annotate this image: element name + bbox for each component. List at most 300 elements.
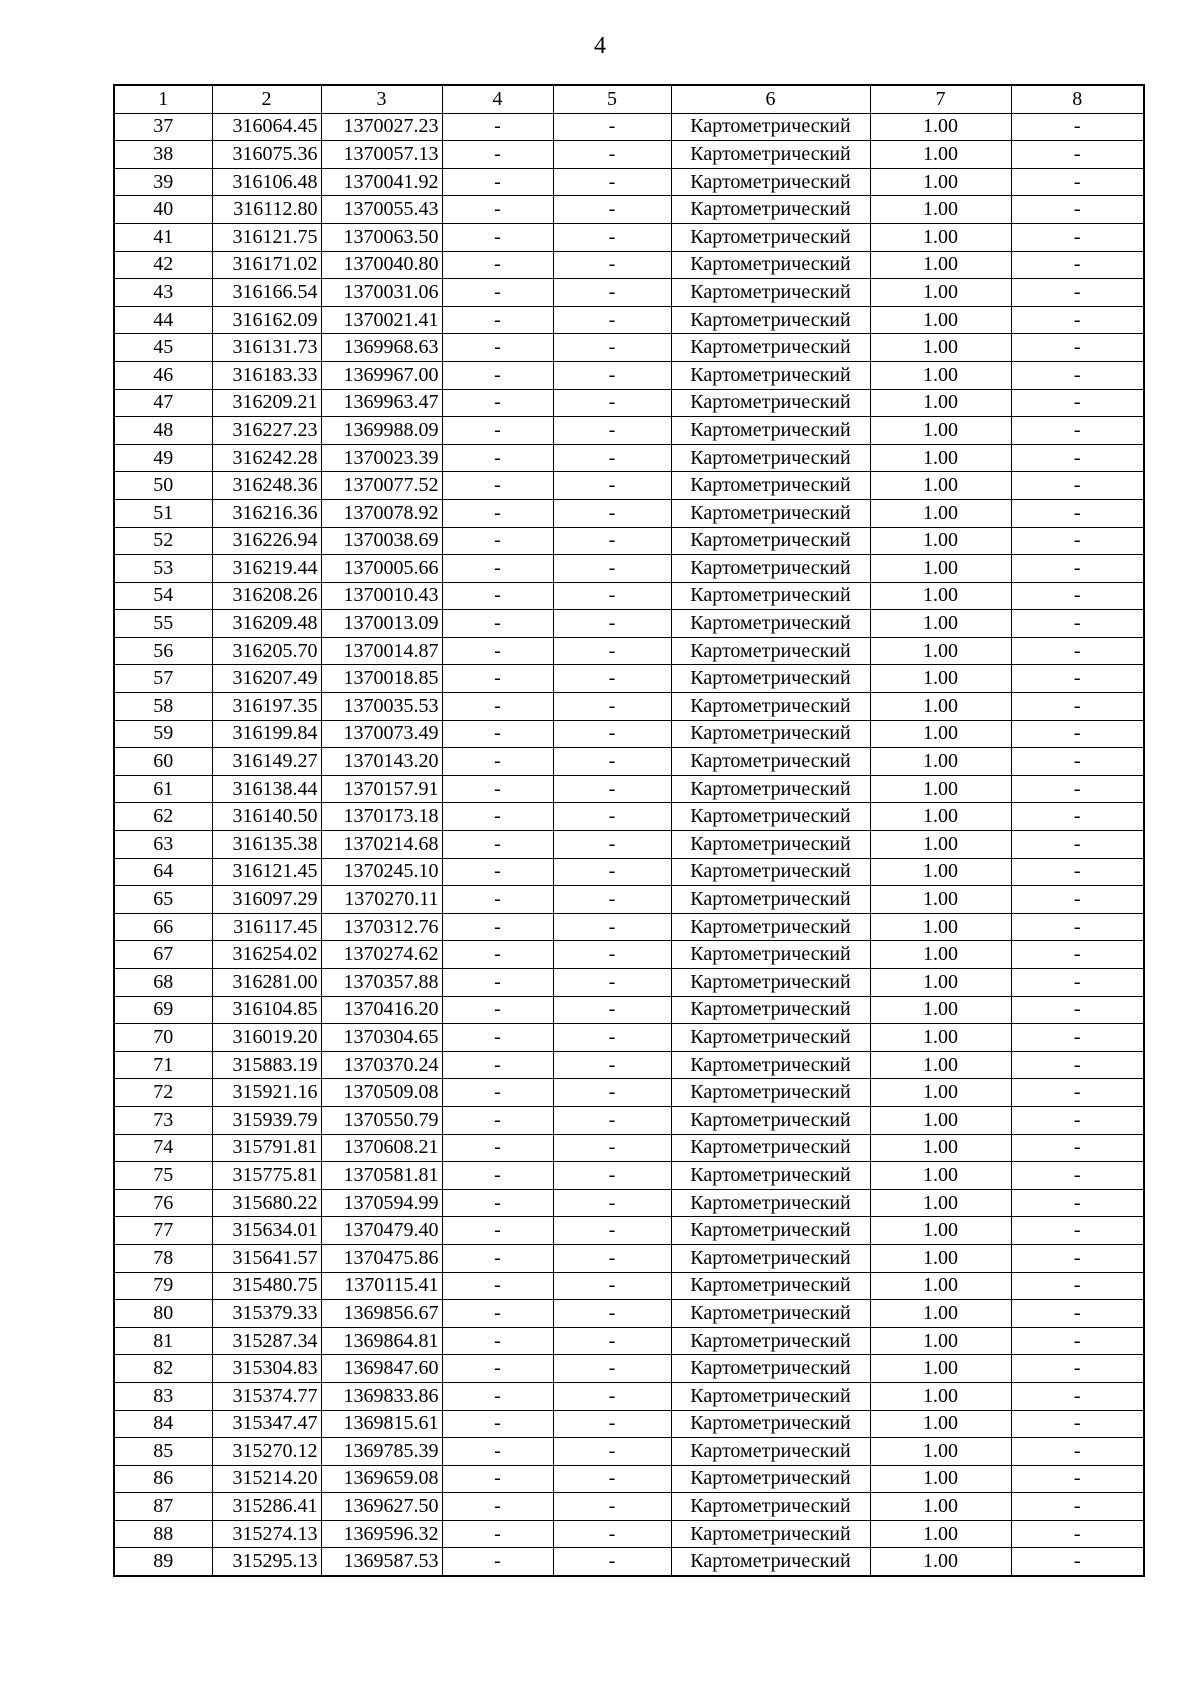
- accuracy-cell: 1.00: [870, 1272, 1011, 1300]
- accuracy-cell: 1.00: [870, 1438, 1011, 1466]
- point-number-cell: 60: [114, 748, 212, 776]
- col5-cell: -: [553, 499, 671, 527]
- col4-cell: -: [442, 1217, 553, 1245]
- col8-cell: -: [1011, 1024, 1144, 1052]
- method-cell: Картометрический: [671, 472, 870, 500]
- x-coordinate-cell: 316064.45: [212, 113, 321, 141]
- x-coordinate-cell: 316216.36: [212, 499, 321, 527]
- method-cell: Картометрический: [671, 1520, 870, 1548]
- table-row: [114, 831, 1144, 859]
- point-number-cell: 70: [114, 1024, 212, 1052]
- y-coordinate-cell: 1369856.67: [321, 1300, 442, 1328]
- x-coordinate-cell: 316131.73: [212, 334, 321, 362]
- table-body: [114, 113, 1144, 1576]
- table-row: [114, 1300, 1144, 1328]
- y-coordinate-cell: 1369968.63: [321, 334, 442, 362]
- col4-cell: -: [442, 996, 553, 1024]
- point-number-cell: 63: [114, 831, 212, 859]
- y-coordinate-cell: 1370073.49: [321, 720, 442, 748]
- method-cell: Картометрический: [671, 1189, 870, 1217]
- col5-cell: -: [553, 168, 671, 196]
- y-coordinate-cell: 1370041.92: [321, 168, 442, 196]
- method-cell: Картометрический: [671, 941, 870, 969]
- method-cell: Картометрический: [671, 748, 870, 776]
- col4-cell: -: [442, 417, 553, 445]
- point-number-cell: 85: [114, 1438, 212, 1466]
- point-number-cell: 73: [114, 1106, 212, 1134]
- accuracy-cell: 1.00: [870, 1024, 1011, 1052]
- col5-cell: -: [553, 1162, 671, 1190]
- method-cell: Картометрический: [671, 1410, 870, 1438]
- col4-cell: -: [442, 969, 553, 997]
- y-coordinate-cell: 1369864.81: [321, 1327, 442, 1355]
- point-number-cell: 72: [114, 1079, 212, 1107]
- x-coordinate-cell: 316019.20: [212, 1024, 321, 1052]
- col4-cell: -: [442, 1355, 553, 1383]
- col8-cell: -: [1011, 858, 1144, 886]
- col4-cell: -: [442, 1438, 553, 1466]
- table-row: [114, 1217, 1144, 1245]
- col5-cell: -: [553, 637, 671, 665]
- col8-cell: -: [1011, 141, 1144, 169]
- col8-cell: -: [1011, 499, 1144, 527]
- col5-cell: -: [553, 472, 671, 500]
- x-coordinate-cell: 316106.48: [212, 168, 321, 196]
- table-row: [114, 1355, 1144, 1383]
- x-coordinate-cell: 315214.20: [212, 1465, 321, 1493]
- y-coordinate-cell: 1370023.39: [321, 444, 442, 472]
- table-row: [114, 1520, 1144, 1548]
- accuracy-cell: 1.00: [870, 113, 1011, 141]
- table-row: [114, 555, 1144, 583]
- col4-cell: -: [442, 886, 553, 914]
- method-cell: Картометрический: [671, 637, 870, 665]
- col4-cell: -: [442, 1520, 553, 1548]
- method-cell: Картометрический: [671, 1106, 870, 1134]
- table-row: [114, 196, 1144, 224]
- y-coordinate-cell: 1370063.50: [321, 223, 442, 251]
- col8-cell: -: [1011, 1051, 1144, 1079]
- x-coordinate-cell: 315883.19: [212, 1051, 321, 1079]
- method-cell: Картометрический: [671, 334, 870, 362]
- col8-cell: -: [1011, 1189, 1144, 1217]
- point-number-cell: 62: [114, 803, 212, 831]
- method-cell: Картометрический: [671, 1327, 870, 1355]
- table-row: [114, 113, 1144, 141]
- column-header: 1: [114, 85, 212, 113]
- method-cell: Картометрический: [671, 361, 870, 389]
- point-number-cell: 88: [114, 1520, 212, 1548]
- col5-cell: -: [553, 113, 671, 141]
- col5-cell: -: [553, 1327, 671, 1355]
- x-coordinate-cell: 316162.09: [212, 306, 321, 334]
- y-coordinate-cell: 1370010.43: [321, 582, 442, 610]
- y-coordinate-cell: 1369847.60: [321, 1355, 442, 1383]
- x-coordinate-cell: 316135.38: [212, 831, 321, 859]
- col5-cell: -: [553, 251, 671, 279]
- method-cell: Картометрический: [671, 499, 870, 527]
- col8-cell: -: [1011, 1300, 1144, 1328]
- point-number-cell: 43: [114, 279, 212, 307]
- point-number-cell: 77: [114, 1217, 212, 1245]
- col5-cell: -: [553, 996, 671, 1024]
- point-number-cell: 45: [114, 334, 212, 362]
- col8-cell: -: [1011, 527, 1144, 555]
- col4-cell: -: [442, 1300, 553, 1328]
- col4-cell: -: [442, 831, 553, 859]
- col8-cell: -: [1011, 610, 1144, 638]
- y-coordinate-cell: 1369627.50: [321, 1493, 442, 1521]
- table-row: [114, 1493, 1144, 1521]
- accuracy-cell: 1.00: [870, 582, 1011, 610]
- x-coordinate-cell: 316242.28: [212, 444, 321, 472]
- y-coordinate-cell: 1370031.06: [321, 279, 442, 307]
- point-number-cell: 61: [114, 775, 212, 803]
- point-number-cell: 76: [114, 1189, 212, 1217]
- col8-cell: -: [1011, 472, 1144, 500]
- accuracy-cell: 1.00: [870, 1520, 1011, 1548]
- col4-cell: -: [442, 748, 553, 776]
- column-header: 4: [442, 85, 553, 113]
- method-cell: Картометрический: [671, 1465, 870, 1493]
- col5-cell: -: [553, 389, 671, 417]
- accuracy-cell: 1.00: [870, 1106, 1011, 1134]
- table-row: [114, 417, 1144, 445]
- y-coordinate-cell: 1370055.43: [321, 196, 442, 224]
- x-coordinate-cell: 315634.01: [212, 1217, 321, 1245]
- accuracy-cell: 1.00: [870, 361, 1011, 389]
- col5-cell: -: [553, 1134, 671, 1162]
- y-coordinate-cell: 1370027.23: [321, 113, 442, 141]
- x-coordinate-cell: 316097.29: [212, 886, 321, 914]
- y-coordinate-cell: 1370040.80: [321, 251, 442, 279]
- accuracy-cell: 1.00: [870, 527, 1011, 555]
- col8-cell: -: [1011, 996, 1144, 1024]
- method-cell: Картометрический: [671, 141, 870, 169]
- x-coordinate-cell: 315775.81: [212, 1162, 321, 1190]
- column-header: 2: [212, 85, 321, 113]
- table-header-row: [114, 85, 1144, 113]
- point-number-cell: 84: [114, 1410, 212, 1438]
- col8-cell: -: [1011, 969, 1144, 997]
- x-coordinate-cell: 316227.23: [212, 417, 321, 445]
- method-cell: Картометрический: [671, 913, 870, 941]
- accuracy-cell: 1.00: [870, 803, 1011, 831]
- point-number-cell: 87: [114, 1493, 212, 1521]
- x-coordinate-cell: 315939.79: [212, 1106, 321, 1134]
- col4-cell: -: [442, 693, 553, 721]
- col4-cell: -: [442, 941, 553, 969]
- accuracy-cell: 1.00: [870, 279, 1011, 307]
- accuracy-cell: 1.00: [870, 499, 1011, 527]
- accuracy-cell: 1.00: [870, 1189, 1011, 1217]
- accuracy-cell: 1.00: [870, 886, 1011, 914]
- accuracy-cell: 1.00: [870, 775, 1011, 803]
- col4-cell: -: [442, 1051, 553, 1079]
- x-coordinate-cell: 315286.41: [212, 1493, 321, 1521]
- accuracy-cell: 1.00: [870, 1548, 1011, 1576]
- y-coordinate-cell: 1369785.39: [321, 1438, 442, 1466]
- y-coordinate-cell: 1370312.76: [321, 913, 442, 941]
- accuracy-cell: 1.00: [870, 1382, 1011, 1410]
- table-row: [114, 720, 1144, 748]
- point-number-cell: 55: [114, 610, 212, 638]
- col5-cell: -: [553, 279, 671, 307]
- accuracy-cell: 1.00: [870, 1410, 1011, 1438]
- y-coordinate-cell: 1369967.00: [321, 361, 442, 389]
- col5-cell: -: [553, 693, 671, 721]
- x-coordinate-cell: 316183.33: [212, 361, 321, 389]
- col5-cell: -: [553, 1355, 671, 1383]
- col5-cell: -: [553, 1465, 671, 1493]
- col5-cell: -: [553, 444, 671, 472]
- y-coordinate-cell: 1370304.65: [321, 1024, 442, 1052]
- y-coordinate-cell: 1370270.11: [321, 886, 442, 914]
- accuracy-cell: 1.00: [870, 1217, 1011, 1245]
- table-row: [114, 1051, 1144, 1079]
- col4-cell: -: [442, 1327, 553, 1355]
- point-number-cell: 65: [114, 886, 212, 914]
- point-number-cell: 68: [114, 969, 212, 997]
- accuracy-cell: 1.00: [870, 996, 1011, 1024]
- col8-cell: -: [1011, 279, 1144, 307]
- table-row: [114, 279, 1144, 307]
- table-row: [114, 1079, 1144, 1107]
- col8-cell: -: [1011, 389, 1144, 417]
- y-coordinate-cell: 1370021.41: [321, 306, 442, 334]
- accuracy-cell: 1.00: [870, 334, 1011, 362]
- col8-cell: -: [1011, 251, 1144, 279]
- point-number-cell: 53: [114, 555, 212, 583]
- x-coordinate-cell: 315641.57: [212, 1244, 321, 1272]
- col5-cell: -: [553, 196, 671, 224]
- x-coordinate-cell: 316226.94: [212, 527, 321, 555]
- point-number-cell: 46: [114, 361, 212, 389]
- accuracy-cell: 1.00: [870, 913, 1011, 941]
- table-row: [114, 1106, 1144, 1134]
- col5-cell: -: [553, 1520, 671, 1548]
- col4-cell: -: [442, 1189, 553, 1217]
- method-cell: Картометрический: [671, 582, 870, 610]
- column-header: 3: [321, 85, 442, 113]
- col4-cell: -: [442, 1382, 553, 1410]
- x-coordinate-cell: 316149.27: [212, 748, 321, 776]
- accuracy-cell: 1.00: [870, 693, 1011, 721]
- point-number-cell: 74: [114, 1134, 212, 1162]
- col4-cell: -: [442, 1244, 553, 1272]
- point-number-cell: 81: [114, 1327, 212, 1355]
- accuracy-cell: 1.00: [870, 1493, 1011, 1521]
- accuracy-cell: 1.00: [870, 1327, 1011, 1355]
- point-number-cell: 40: [114, 196, 212, 224]
- point-number-cell: 67: [114, 941, 212, 969]
- y-coordinate-cell: 1370475.86: [321, 1244, 442, 1272]
- col8-cell: -: [1011, 1244, 1144, 1272]
- method-cell: Картометрический: [671, 858, 870, 886]
- col5-cell: -: [553, 1024, 671, 1052]
- accuracy-cell: 1.00: [870, 472, 1011, 500]
- col4-cell: -: [442, 610, 553, 638]
- col8-cell: -: [1011, 223, 1144, 251]
- col5-cell: -: [553, 1079, 671, 1107]
- y-coordinate-cell: 1370014.87: [321, 637, 442, 665]
- table-row: [114, 306, 1144, 334]
- y-coordinate-cell: 1370594.99: [321, 1189, 442, 1217]
- method-cell: Картометрический: [671, 1134, 870, 1162]
- method-cell: Картометрический: [671, 886, 870, 914]
- col8-cell: -: [1011, 1134, 1144, 1162]
- x-coordinate-cell: 316254.02: [212, 941, 321, 969]
- col5-cell: -: [553, 1438, 671, 1466]
- y-coordinate-cell: 1370245.10: [321, 858, 442, 886]
- col4-cell: -: [442, 913, 553, 941]
- col8-cell: -: [1011, 1355, 1144, 1383]
- accuracy-cell: 1.00: [870, 141, 1011, 169]
- point-number-cell: 47: [114, 389, 212, 417]
- y-coordinate-cell: 1370581.81: [321, 1162, 442, 1190]
- col4-cell: -: [442, 720, 553, 748]
- y-coordinate-cell: 1370214.68: [321, 831, 442, 859]
- page-number: 4: [594, 33, 606, 59]
- table-row: [114, 1327, 1144, 1355]
- col4-cell: -: [442, 1410, 553, 1438]
- x-coordinate-cell: 315374.77: [212, 1382, 321, 1410]
- x-coordinate-cell: 316166.54: [212, 279, 321, 307]
- y-coordinate-cell: 1369596.32: [321, 1520, 442, 1548]
- table-row: [114, 1244, 1144, 1272]
- method-cell: Картометрический: [671, 831, 870, 859]
- point-number-cell: 54: [114, 582, 212, 610]
- x-coordinate-cell: 315347.47: [212, 1410, 321, 1438]
- col4-cell: -: [442, 1024, 553, 1052]
- accuracy-cell: 1.00: [870, 969, 1011, 997]
- col4-cell: -: [442, 775, 553, 803]
- point-number-cell: 75: [114, 1162, 212, 1190]
- col4-cell: -: [442, 196, 553, 224]
- y-coordinate-cell: 1369659.08: [321, 1465, 442, 1493]
- col4-cell: -: [442, 223, 553, 251]
- col8-cell: -: [1011, 1382, 1144, 1410]
- table-row: [114, 1272, 1144, 1300]
- y-coordinate-cell: 1369587.53: [321, 1548, 442, 1576]
- col5-cell: -: [553, 1300, 671, 1328]
- y-coordinate-cell: 1370550.79: [321, 1106, 442, 1134]
- x-coordinate-cell: 316121.45: [212, 858, 321, 886]
- method-cell: Картометрический: [671, 1217, 870, 1245]
- accuracy-cell: 1.00: [870, 720, 1011, 748]
- point-number-cell: 39: [114, 168, 212, 196]
- col5-cell: -: [553, 555, 671, 583]
- method-cell: Картометрический: [671, 168, 870, 196]
- table-row: [114, 941, 1144, 969]
- method-cell: Картометрический: [671, 1051, 870, 1079]
- point-number-cell: 71: [114, 1051, 212, 1079]
- column-header: 5: [553, 85, 671, 113]
- y-coordinate-cell: 1370357.88: [321, 969, 442, 997]
- method-cell: Картометрический: [671, 444, 870, 472]
- method-cell: Картометрический: [671, 306, 870, 334]
- col5-cell: -: [553, 223, 671, 251]
- col8-cell: -: [1011, 720, 1144, 748]
- col5-cell: -: [553, 720, 671, 748]
- point-number-cell: 49: [114, 444, 212, 472]
- point-number-cell: 66: [114, 913, 212, 941]
- col8-cell: -: [1011, 665, 1144, 693]
- method-cell: Картометрический: [671, 996, 870, 1024]
- point-number-cell: 57: [114, 665, 212, 693]
- point-number-cell: 64: [114, 858, 212, 886]
- col4-cell: -: [442, 803, 553, 831]
- table-row: [114, 472, 1144, 500]
- x-coordinate-cell: 315287.34: [212, 1327, 321, 1355]
- table-row: [114, 803, 1144, 831]
- accuracy-cell: 1.00: [870, 417, 1011, 445]
- method-cell: Картометрический: [671, 1272, 870, 1300]
- y-coordinate-cell: 1370077.52: [321, 472, 442, 500]
- col8-cell: -: [1011, 1548, 1144, 1576]
- method-cell: Картометрический: [671, 251, 870, 279]
- y-coordinate-cell: 1369815.61: [321, 1410, 442, 1438]
- table-row: [114, 748, 1144, 776]
- col5-cell: -: [553, 582, 671, 610]
- col4-cell: -: [442, 361, 553, 389]
- col4-cell: -: [442, 1162, 553, 1190]
- method-cell: Картометрический: [671, 279, 870, 307]
- col4-cell: -: [442, 858, 553, 886]
- y-coordinate-cell: 1369988.09: [321, 417, 442, 445]
- method-cell: Картометрический: [671, 1355, 870, 1383]
- accuracy-cell: 1.00: [870, 748, 1011, 776]
- x-coordinate-cell: 315270.12: [212, 1438, 321, 1466]
- method-cell: Картометрический: [671, 1493, 870, 1521]
- table-row: [114, 1162, 1144, 1190]
- col4-cell: -: [442, 1134, 553, 1162]
- point-number-cell: 38: [114, 141, 212, 169]
- method-cell: Картометрический: [671, 803, 870, 831]
- table-row: [114, 582, 1144, 610]
- method-cell: Картометрический: [671, 693, 870, 721]
- table-row: [114, 527, 1144, 555]
- col5-cell: -: [553, 1493, 671, 1521]
- x-coordinate-cell: 315921.16: [212, 1079, 321, 1107]
- accuracy-cell: 1.00: [870, 665, 1011, 693]
- col4-cell: -: [442, 168, 553, 196]
- col8-cell: -: [1011, 748, 1144, 776]
- table-row: [114, 1438, 1144, 1466]
- col5-cell: -: [553, 1244, 671, 1272]
- point-number-cell: 51: [114, 499, 212, 527]
- col5-cell: -: [553, 361, 671, 389]
- method-cell: Картометрический: [671, 527, 870, 555]
- table-row: [114, 886, 1144, 914]
- col4-cell: -: [442, 444, 553, 472]
- point-number-cell: 78: [114, 1244, 212, 1272]
- method-cell: Картометрический: [671, 610, 870, 638]
- y-coordinate-cell: 1370013.09: [321, 610, 442, 638]
- y-coordinate-cell: 1370035.53: [321, 693, 442, 721]
- point-number-cell: 80: [114, 1300, 212, 1328]
- col4-cell: -: [442, 306, 553, 334]
- col8-cell: -: [1011, 1272, 1144, 1300]
- accuracy-cell: 1.00: [870, 251, 1011, 279]
- x-coordinate-cell: 316104.85: [212, 996, 321, 1024]
- x-coordinate-cell: 316171.02: [212, 251, 321, 279]
- accuracy-cell: 1.00: [870, 1244, 1011, 1272]
- col4-cell: -: [442, 1548, 553, 1576]
- point-number-cell: 89: [114, 1548, 212, 1576]
- col8-cell: -: [1011, 1106, 1144, 1134]
- accuracy-cell: 1.00: [870, 1134, 1011, 1162]
